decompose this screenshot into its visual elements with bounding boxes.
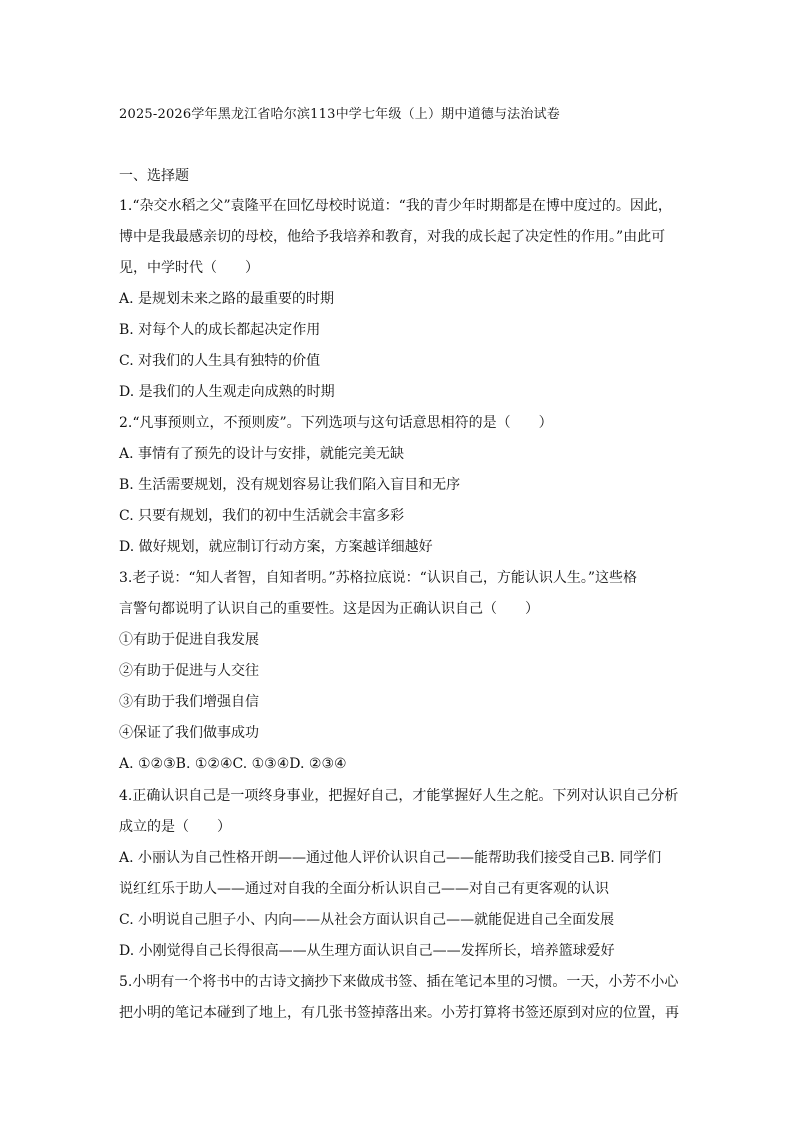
question-stem-line: 4.正确认识自己是一项终身事业，把握好自己，才能掌握好人生之舵。下列对认识自己分析 — [119, 788, 679, 804]
option-b: B. 对每个人的成长都起决定作用 — [119, 322, 321, 338]
question-stem-line: 成立的是（ ） — [119, 819, 231, 835]
question-2 — [119, 408, 677, 563]
statement-item: ②有助于促进与人交往 — [119, 663, 259, 679]
exam-title: 2025-2026学年黑龙江省哈尔滨113中学七年级（上）期中道德与法治试卷 — [119, 107, 560, 122]
option-c: C. 对我们的人生具有独特的价值 — [119, 353, 321, 369]
statement-item: ①有助于促进自我发展 — [119, 632, 259, 648]
question-4 — [119, 781, 677, 967]
option-a: A. 事情有了预先的设计与安排，就能完美无缺 — [119, 446, 405, 462]
question-3 — [119, 563, 677, 780]
question-stem-line: 见，中学时代（ ） — [119, 260, 259, 276]
option-c: C. 只要有规划，我们的初中生活就会丰富多彩 — [119, 508, 405, 524]
option-a: A. 是规划未来之路的最重要的时期 — [119, 291, 335, 307]
question-stem-line: 言警句都说明了认识自己的重要性。这是因为正确认识自己（ ） — [119, 601, 539, 617]
option-b: B. 生活需要规划，没有规划容易让我们陷入盲目和无序 — [119, 477, 461, 493]
answer-options: A. ①②③B. ①②④C. ①③④D. ②③④ — [119, 756, 347, 772]
option-d: D. 是我们的人生观走向成熟的时期 — [119, 384, 335, 400]
question-stem-line: 5.小明有一个将书中的古诗文摘抄下来做成书签、插在笔记本里的习惯。一天，小芳不小心 — [119, 974, 679, 990]
statement-item: ③有助于我们增强自信 — [119, 694, 259, 710]
option-a: A. 小丽认为自己性格开朗——通过他人评价认识自己——能帮助我们接受自己B. 同学们 — [119, 850, 662, 866]
question-stem-line: 1.“杂交水稻之父”袁隆平在回忆母校时说道：“我的青少年时期都是在博中度过的。因此， — [119, 198, 672, 214]
question-5 — [119, 967, 677, 1029]
question-stem-line: 博中是我最感亲切的母校，他给予我培养和教育，对我的成长起了决定性的作用。”由此可 — [119, 229, 666, 245]
question-stem-line: 2.“凡事预则立，不预则废”。下列选项与这句话意思相符的是（ ） — [119, 415, 553, 431]
statement-item: ④保证了我们做事成功 — [119, 725, 259, 741]
option-d: D. 小刚觉得自己长得很高——从生理方面认识自己——发挥所长，培养篮球爱好 — [119, 943, 615, 959]
option-c: C. 小明说自己胆子小、内向——从社会方面认识自己——就能促进自己全面发展 — [119, 912, 615, 928]
question-stem-line: 3.老子说：“知人者智，自知者明。”苏格拉底说：“认识自己，方能认识人生。”这些格 — [119, 570, 637, 586]
question-stem-line: 把小明的笔记本碰到了地上，有几张书签掉落出来。小芳打算将书签还原到对应的位置，再 — [119, 1005, 679, 1021]
question-1 — [119, 191, 677, 408]
option-d: D. 做好规划，就应制订行动方案，方案越详细越好 — [119, 539, 433, 555]
option-b-continued: 说红红乐于助人——通过对自我的全面分析认识自己——对自己有更客观的认识 — [119, 881, 609, 897]
section-heading-multiple-choice: 一、选择题 — [119, 168, 189, 184]
